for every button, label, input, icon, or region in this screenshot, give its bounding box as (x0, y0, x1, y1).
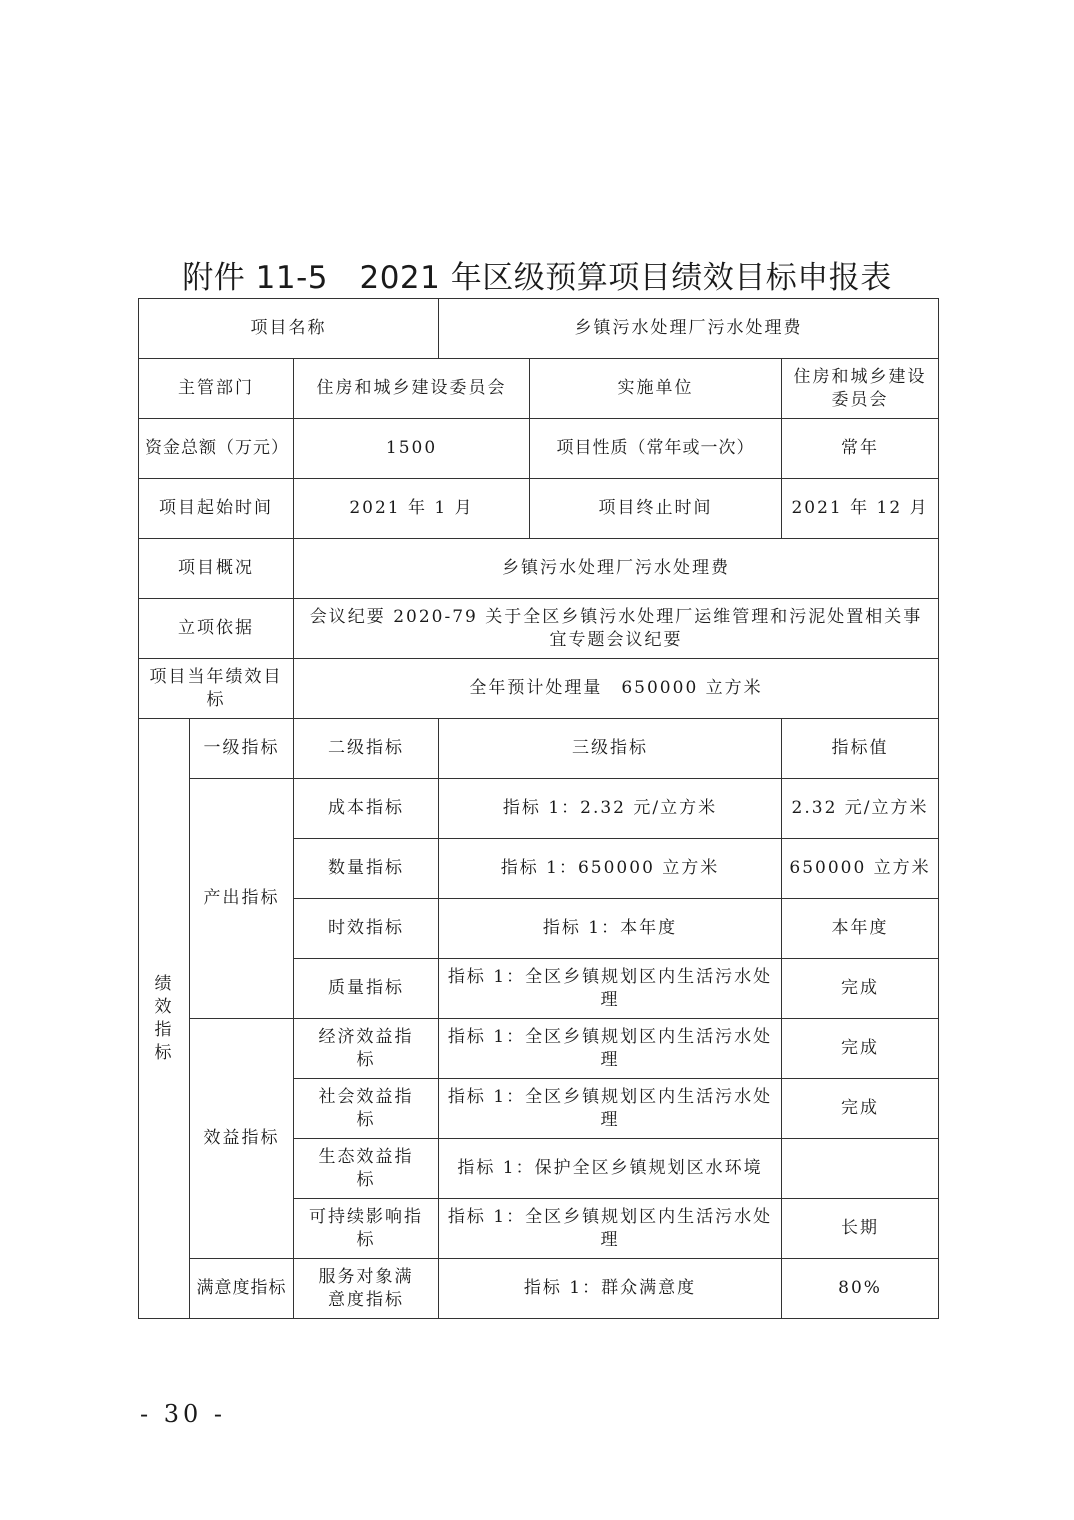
project-name-value: 乡镇污水处理厂污水处理费 (439, 299, 939, 359)
output-indicator-label: 产出指标 (190, 779, 294, 1019)
project-name-label: 项目名称 (139, 299, 439, 359)
funds-label: 资金总额（万元） (139, 419, 294, 479)
level2-cell: 服务对象满意度指标 (294, 1259, 439, 1319)
level3-cell: 指标 1：全区乡镇规划区内生活污水处理 (439, 959, 782, 1019)
level3-cell: 指标 1：保护全区乡镇规划区水环境 (439, 1139, 782, 1199)
level2-cell: 社会效益指标 (294, 1079, 439, 1139)
header-level1: 一级指标 (190, 719, 294, 779)
satisfaction-indicator-label: 满意度指标 (190, 1259, 294, 1319)
start-label: 项目起始时间 (139, 479, 294, 539)
table-row (139, 1019, 939, 1079)
value-cell: 完成 (782, 1079, 939, 1139)
vertical-char: 绩 (154, 973, 174, 994)
dept-value: 住房和城乡建设委员会 (294, 359, 530, 419)
nature-label: 项目性质（常年或一次） (530, 419, 782, 479)
overview-value: 乡镇污水处理厂污水处理费 (294, 539, 939, 599)
table-row (139, 1259, 939, 1319)
basis-label: 立项依据 (139, 599, 294, 659)
vertical-char: 指 (154, 1019, 174, 1040)
value-cell: 完成 (782, 1019, 939, 1079)
value-cell: 80% (782, 1259, 939, 1319)
table-row (139, 359, 939, 419)
value-cell: 2.32 元/立方米 (782, 779, 939, 839)
performance-indicators-label (139, 719, 190, 1319)
level3-cell: 指标 1：群众满意度 (439, 1259, 782, 1319)
table-row (139, 659, 939, 719)
performance-target-table (138, 298, 939, 1319)
vertical-char: 效 (154, 996, 174, 1017)
goal-label: 项目当年绩效目标 (139, 659, 294, 719)
value-cell: 650000 立方米 (782, 839, 939, 899)
table-row (139, 539, 939, 599)
dept-label: 主管部门 (139, 359, 294, 419)
level2-cell: 成本指标 (294, 779, 439, 839)
level3-cell: 指标 1：2.32 元/立方米 (439, 779, 782, 839)
level3-cell: 指标 1：本年度 (439, 899, 782, 959)
level2-cell: 经济效益指标 (294, 1019, 439, 1079)
end-label: 项目终止时间 (530, 479, 782, 539)
header-level2: 二级指标 (294, 719, 439, 779)
value-cell: 长期 (782, 1199, 939, 1259)
value-cell (782, 1139, 939, 1199)
level3-cell: 指标 1：650000 立方米 (439, 839, 782, 899)
level2-cell: 可持续影响指标 (294, 1199, 439, 1259)
header-value: 指标值 (782, 719, 939, 779)
level2-cell: 数量指标 (294, 839, 439, 899)
page-title: 附件 11-5 2021 年区级预算项目绩效目标申报表 (182, 260, 892, 296)
unit-value: 住房和城乡建设委员会 (782, 359, 939, 419)
table-row (139, 479, 939, 539)
basis-value: 会议纪要 2020-79 关于全区乡镇污水处理厂运维管理和污泥处置相关事宜专题会议纪要 (294, 599, 939, 659)
nature-value: 常年 (782, 419, 939, 479)
table-row (139, 719, 939, 779)
unit-label: 实施单位 (530, 359, 782, 419)
level3-cell: 指标 1：全区乡镇规划区内生活污水处理 (439, 1019, 782, 1079)
vertical-char: 标 (154, 1042, 174, 1063)
header-level3: 三级指标 (439, 719, 782, 779)
table-row (139, 299, 939, 359)
level3-cell: 指标 1：全区乡镇规划区内生活污水处理 (439, 1199, 782, 1259)
benefit-indicator-label: 效益指标 (190, 1019, 294, 1259)
funds-value: 1500 (294, 419, 530, 479)
level2-cell: 时效指标 (294, 899, 439, 959)
table-row (139, 599, 939, 659)
page-number: - 30 - (140, 1400, 227, 1428)
level2-cell: 生态效益指标 (294, 1139, 439, 1199)
table-row (139, 779, 939, 839)
level2-cell: 质量指标 (294, 959, 439, 1019)
start-value: 2021 年 1 月 (294, 479, 530, 539)
value-cell: 完成 (782, 959, 939, 1019)
table-row (139, 419, 939, 479)
value-cell: 本年度 (782, 899, 939, 959)
level3-cell: 指标 1：全区乡镇规划区内生活污水处理 (439, 1079, 782, 1139)
overview-label: 项目概况 (139, 539, 294, 599)
goal-value: 全年预计处理量 650000 立方米 (294, 659, 939, 719)
end-value: 2021 年 12 月 (782, 479, 939, 539)
